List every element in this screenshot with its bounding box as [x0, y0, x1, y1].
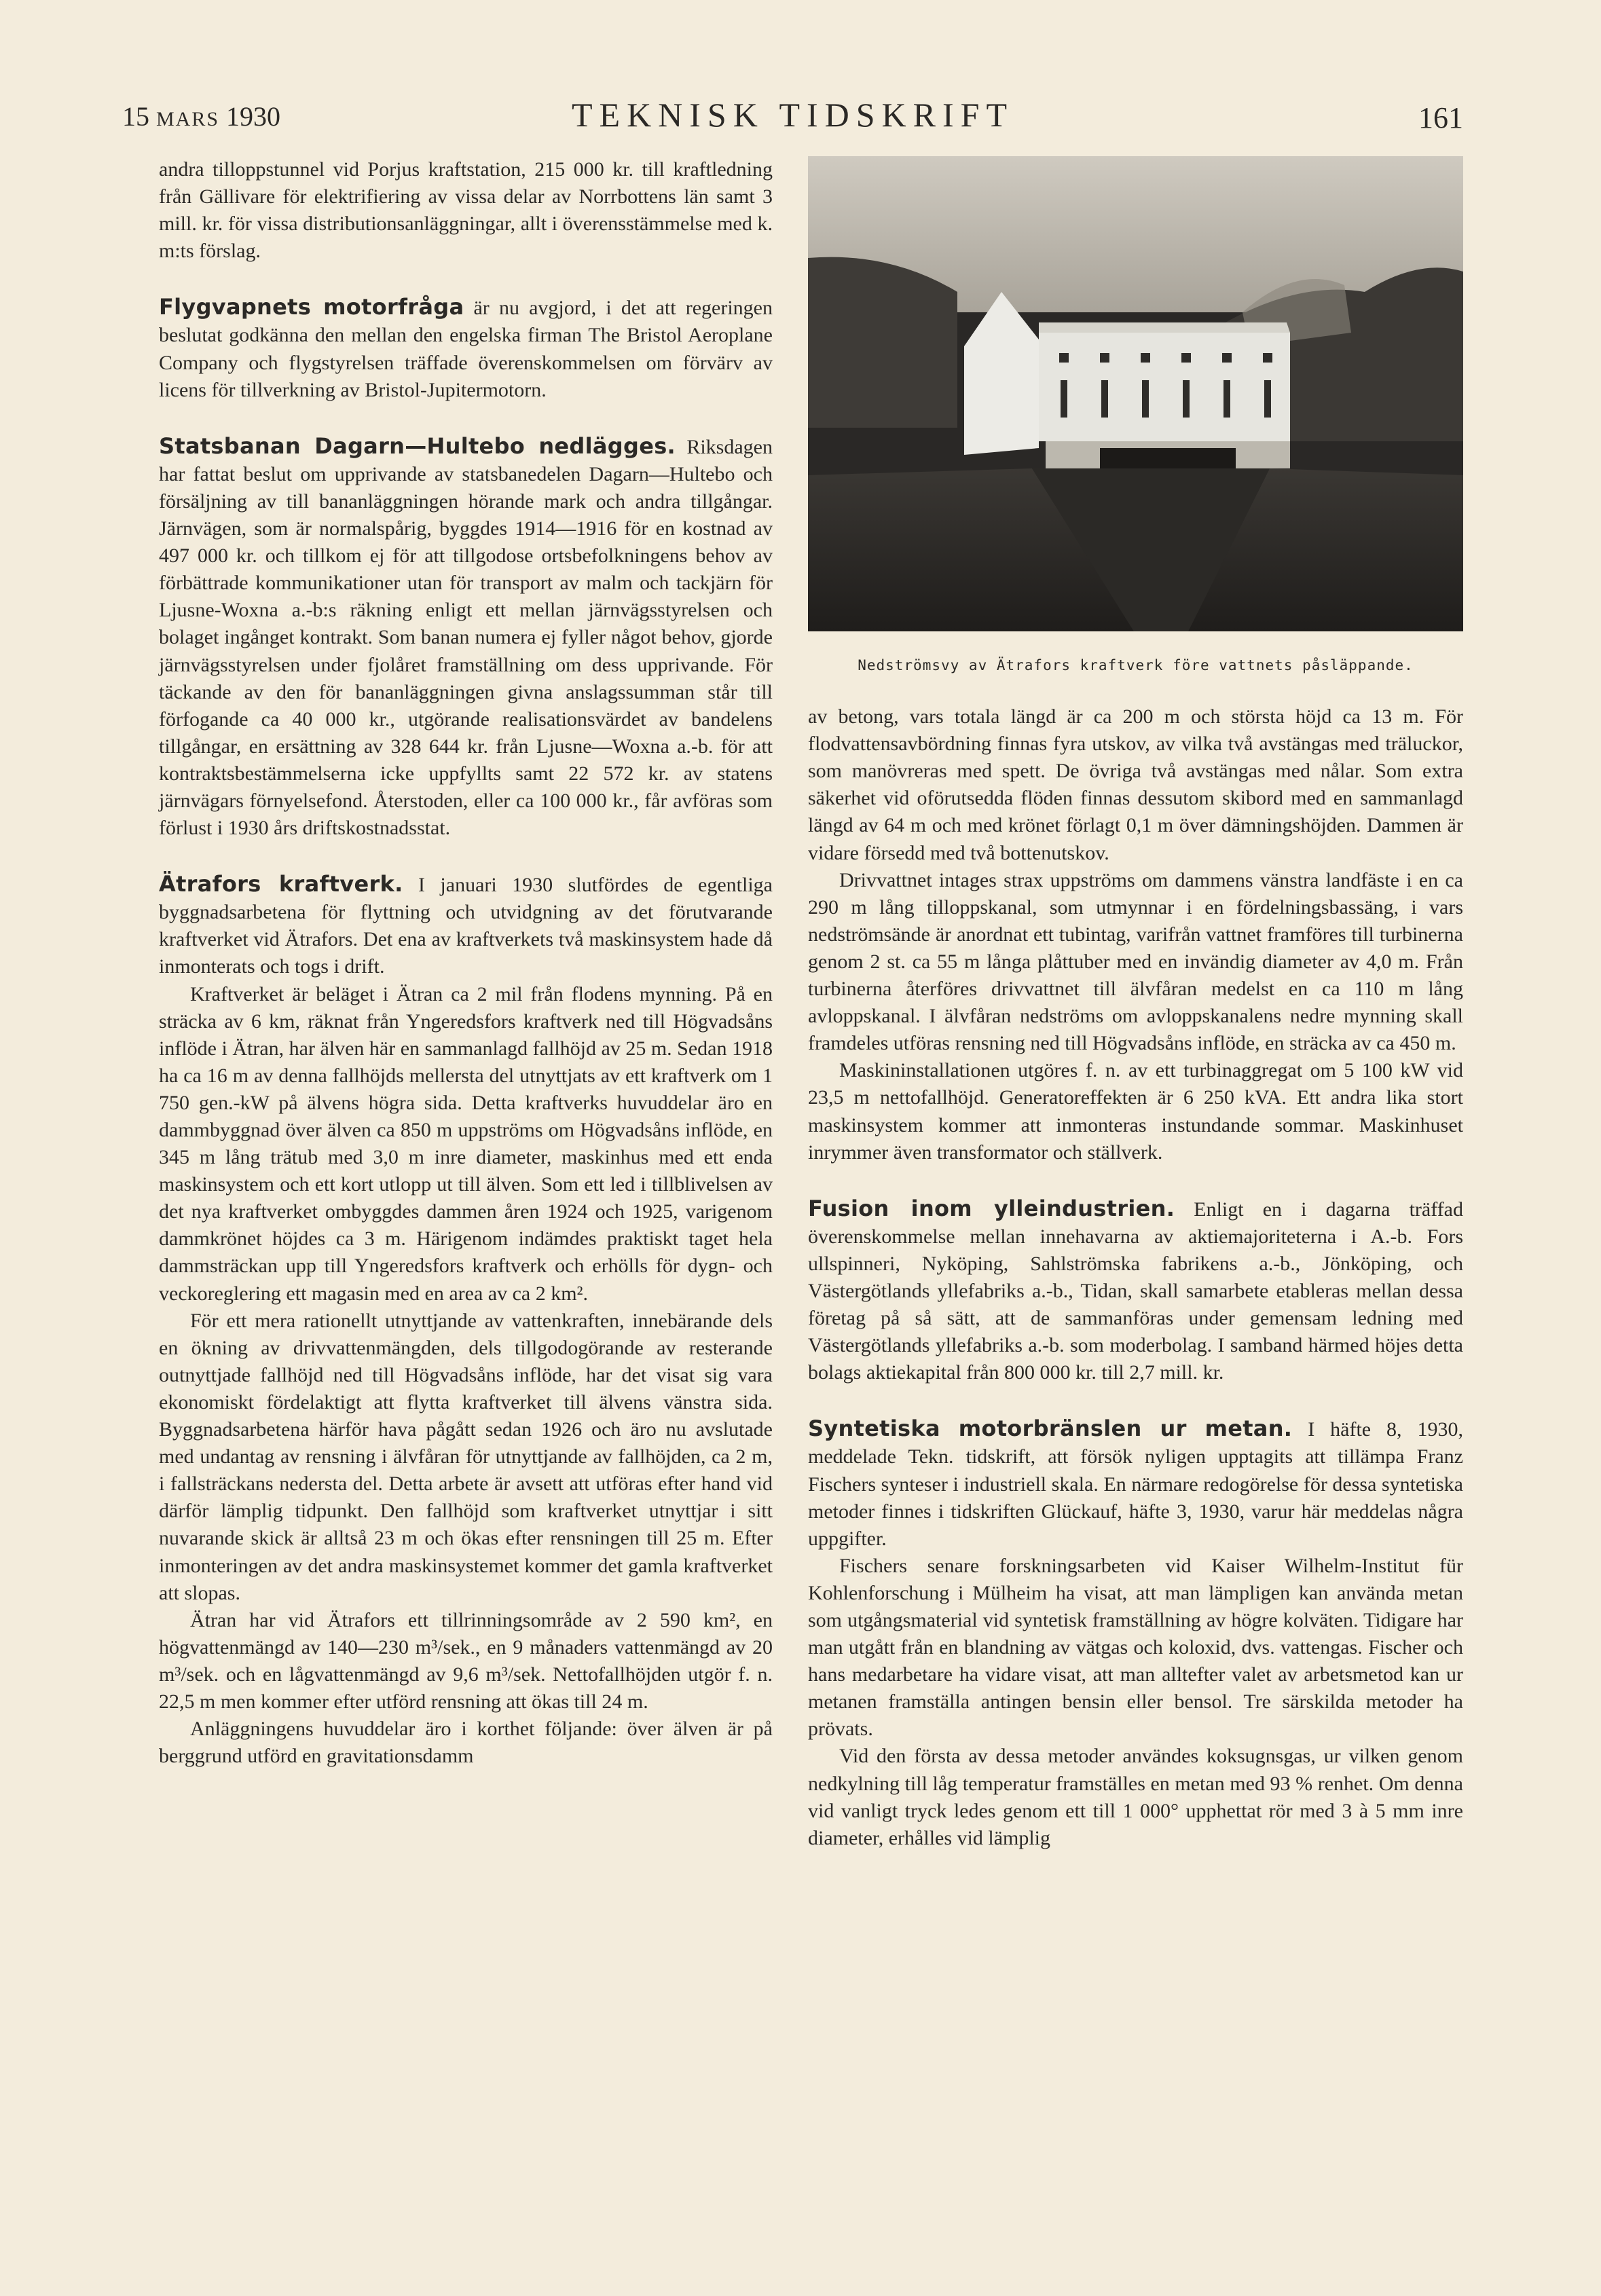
page-number: 161 [1418, 101, 1463, 134]
heading-statsbanan: Statsbanan Dagarn—Hultebo nedlägges. [159, 432, 676, 459]
heading-flygvapnet: Flygvapnets motorfråga [159, 294, 464, 320]
text-atrafors: I januari 1930 slutfördes de egentliga byggnadsarbetena för flyttning och utvidgning av det förutvarande kraftverket vid Ätrafors. Det ena av kraftverkets två maskinsystem hade då inmonterats och togs i drift. [159, 874, 773, 978]
header-date-day: 15 [122, 101, 149, 132]
left-column [159, 156, 773, 1770]
power-station-photo [808, 156, 1463, 631]
atrafors-paragraph-2: Kraftverket är beläget i Ätran ca 2 mil från flodens mynning. På en sträcka av 6 km, räknat från Yngeredsfors kraftverk ned till Högvadsåns inflöde i Ätran, har älven här en sammanlagd fallhöjd av 25 m. Sedan 1918 ha ca 16 m av denna fallhöjds mellersta del utnyttjats av ett kraftverk om 1 750 gen.-kW på älvens högra sida. Detta kraftverks huvuddelar äro en dammbyggnad över älven ca 850 m uppströms om Högvadsåns inflöde, en 345 m lång trätub med 3,0 m inre diameter, maskinhus med ett enda maskinsystem och ett kort utlopp ut till älven. Som ett led i tillblivelsen av det nya kraftverket ombyggdes dammen åren 1924 och 1925, varigenom dammkrönet höjdes ca 3 m. Härigenom indämdes praktiskt taget hela dammsträckan upp till Yngeredsfors kraftverk och erhölls för dygn- och veckoreglering ett magasin med en area av ca 2 km². [159, 982, 773, 1305]
atrafors-paragraph-3: För ett mera rationellt utnyttjande av vattenkraften, innebärande dels en ökning av drivvattenmängden, dels tillgodogörande av resterande outnyttjade fallhöjd ned till Högvadsåns inflöde, har det visat sig vara ekonomiskt fördelaktigt att flytta kraftverket till älvens vänstra sida. Byggnadsarbetena härför hava pågått sedan 1926 och äro nu avslutade med undantag av rensning i älvfåran för utnyttjande av fallhöjden, ca 2 m, i fallsträckans nedersta del. Detta arbete är avsett att utföras efter hand vid därför lämplig tidpunkt. Den fallhöjd som kraftverket utnyttjar i sitt nuvarande skick är alltså 23 m och ökas efter rensningen till 25 m. Efter inmonteringen av det andra maskinsystemet kommer det gamla kraftverket att slopas. [159, 1309, 773, 1604]
photo-figure [808, 156, 1463, 679]
atrafors-paragraph-4: Ätran har vid Ätrafors ett tillrinningsområde av 2 590 km², en högvattenmängd av 140—230 m³/sek., en 9 månaders vattenmängd av 20 m³/sek. och en lågvattenmängd av 9,6 m³/sek. Nettofallhöjden utgör f. n. 22,5 m men kommer efter utförd rensning att ökas till 24 m. [159, 1608, 773, 1713]
heading-syntetiska: Syntetiska motorbränslen ur metan. [808, 1415, 1293, 1442]
header-date-year: 1930 [226, 101, 281, 132]
text-statsbanan: Riksdagen har fattat beslut om upprivande av statsbanedelen Dagarn—Hultebo och försäljning av till bananläggningen hörande mark och andra tillgångar. Järnvägen, som är normalspårig, byggdes 1914—1916 för en kostnad av 497 000 kr. och tillkom ej för att tillgodose ortsbefolkningens behov av förbättrade kommunikationer utan för transport av malm och tackjärn för Ljusne-Woxna a.-b:s räkning enligt ett mellan järnvägsstyrelsen och bolaget ingånget kontrakt. Som banan numera ej fyller något behov, gjorde järnvägsstyrelsen under fjolåret framställning om dess upprivande. För täckande av den för bananläggningen givna anslagssumman står till förfogande ca 40 000 kr., utgörande realisationsvärdet av bandelens tillgångar, en ersättning av 328 644 kr. från Ljusne—Woxna a.-b. för att kontraktsbestämmelserna icke uppfyllts samt 22 572 kr. av statens järnvägars förnyelsefond. Återstoden, eller ca 100 000 kr., får avföras som förlust i 1930 års driftskostnadsstat. [159, 435, 773, 840]
atrafors-continued-1: av betong, vars totala längd är ca 200 m och största höjd ca 13 m. För flodvattensavbördning finnas fyra utskov, av vilka två avstängas med träluckor, som manövreras med spett. De övriga två avstängas med nålar. Som extra säkerhet vid oförutsedda flöden finnas dessutom skibord med en sammanlagd längd av 64 m och med krönet förlagt 0,1 m över dämningshöjden. Dammen är vidare försedd med två bottenutskov. [808, 705, 1463, 864]
intro-paragraph: andra tilloppstunnel vid Porjus kraftstation, 215 000 kr. till kraftledning från Gällivare för elektrifiering av vissa delar av Norrbottens län samt 3 mill. kr. för vissa distributionsanläggningar, allt i överensstämmelse med k. m:ts förslag. [159, 158, 773, 263]
syntetiska-paragraph-3: Vid den första av dessa metoder användes koksugnsgas, ur vilken genom nedkylning till låg temperatur framställes en metan med 93 % renhet. Om denna vid vanligt tryck ledes genom ett till 1 000° upphettat rör med 3 à 5 mm inre diameter, erhålles vid lämplig [808, 1745, 1463, 1849]
atrafors-continued-3: Maskininstallationen utgöres f. n. av ett turbinaggregat om 5 100 kW vid 23,5 m nettofallhöjd. Generatoreffekten är 6 250 kVA. Ett andra lika stort maskinsystem kommer att inmonteras instundande sommar. Maskinhuset inrymmer även transformator och ställverk. [808, 1059, 1463, 1164]
running-header [122, 95, 1463, 143]
header-date-month: MARS [156, 108, 220, 130]
text-flygvapnet: är nu avgjord, i det att regeringen beslutat godkänna den mellan den engelska firman The Bristol Aeroplane Company och flygstyrelsen träffade överenskommelsen om förvärv av licens för tillverkning av Bristol-Jupitermotorn. [159, 297, 773, 401]
heading-atrafors: Ätrafors kraftverk. [159, 871, 403, 897]
text-fusion: Enligt en i dagarna träffad överenskommelse mellan innehavarna av aktiemajoriteterna i A.-b. Fors ullspinneri, Nyköping, Sahlströmska fabrikens a.-b., Jönköping, och Västergötlands yllefabriks a.-b., Tidan, skall samarbete etableras mellan dessa företag på så sätt, att de sammanföras under gemensam ledning med Västergötlands yllefabriks a.-b. som moderbolag. I samband härmed höjes detta bolags aktiekapital från 800 000 kr. till 2,7 mill. kr. [808, 1198, 1463, 1384]
right-column [808, 156, 1463, 1852]
journal-title: TEKNISK TIDSKRIFT [571, 96, 1014, 134]
heading-fusion: Fusion inom ylleindustrien. [808, 1195, 1175, 1221]
syntetiska-paragraph-2: Fischers senare forskningsarbeten vid Kaiser Wilhelm-Institut für Kohlenforschung i Mülheim ha visat, att man lämpligen kan använda metan som utgångsmaterial vid syntetisk framställning av högre kolväten. Tidigare har man utgått från en blandning av vätgas och koloxid, dvs. vattengas. Fischer och hans medarbetare ha vidare visat, att man alltefter valet av arbetsmetod kan ur metanen framställa antingen bensin eller bensol. Tre särskilda metoder ha prövats. [808, 1554, 1463, 1741]
photo-caption: Nedströmsvy av Ätrafors kraftverk före vattnets påsläppande. [858, 657, 1414, 673]
atrafors-continued-2: Drivvattnet intages strax uppströms om dammens vänstra landfäste i en ca 290 m lång tilloppskanal, som utmynnar i en fördelningsbassäng, i vars nedströmsände är anordnat ett tubintag, varifrån vattnet framföres till turbinerna genom 2 st. ca 55 m långa plåttuber med en invändig diameter av 4,0 m. Från turbinerna återföres drivvattnet till älvfåran medelst en ca 110 m lång avloppskanal. I älvfåran nedströms om avloppskanalens nedre mynning skall framdeles utföras rensning ned till Högvadsåns inflöde, en sträcka av ca 450 m. [808, 868, 1463, 1055]
text-syntetiska: I häfte 8, 1930, meddelade Tekn. tidskrift, att försök nyligen upptagits att tillämpa Franz Fischers synteser i industriell skala. En närmare redogörelse för dessa syntetiska metoder finnes i tidskriften Glückauf, häfte 3, 1930, varur här meddelas några uppgifter. [808, 1418, 1463, 1550]
atrafors-paragraph-5: Anläggningens huvuddelar äro i korthet följande: över älven är på berggrund utförd en gravitationsdamm [159, 1718, 773, 1768]
